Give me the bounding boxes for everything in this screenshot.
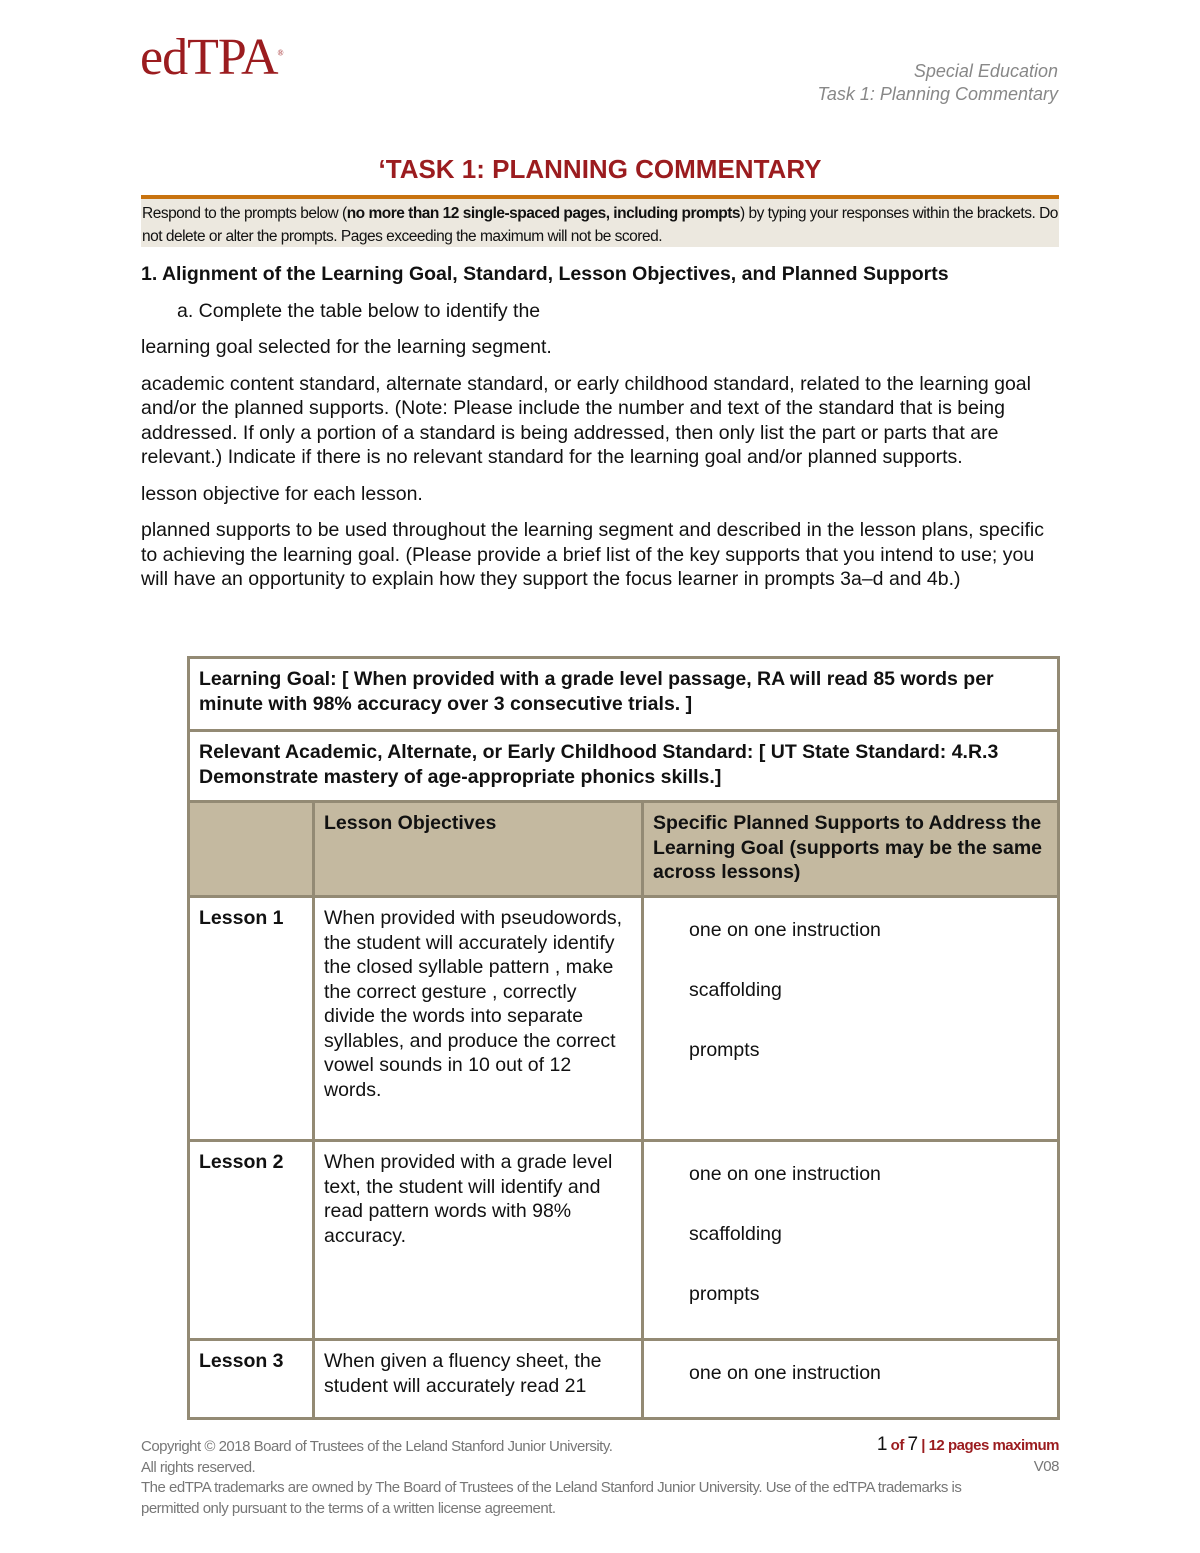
of-label: of xyxy=(886,1437,908,1454)
lesson-objective[interactable]: When given a fluency sheet, the student will accurately read 21 xyxy=(314,1340,643,1419)
rights: All rights reserved. xyxy=(141,1458,256,1476)
table-row xyxy=(189,1141,1059,1340)
support-item: one on one instruction xyxy=(689,1163,881,1185)
col-supports: Specific Planned Supports to Address the Learning Goal (supports may be the same across lessons) xyxy=(643,802,1059,897)
lesson-label: Lesson 3 xyxy=(189,1340,314,1419)
lesson-supports[interactable] xyxy=(643,897,1059,1141)
prompt-a: a. Complete the table below to identify the xyxy=(177,299,541,322)
table-row xyxy=(189,897,1059,1141)
planning-table xyxy=(187,656,1060,1420)
relevant-standard[interactable]: Relevant Academic, Alternate, or Early Childhood Standard: [ UT State Standard: 4.R.3 Demonstrate mastery of age-appropriate phonics skills.] xyxy=(189,731,1059,802)
page-max: | 12 pages maximum xyxy=(917,1437,1059,1454)
lesson-label: Lesson 1 xyxy=(189,897,314,1141)
learning-goal[interactable]: Learning Goal: [ When provided with a grade level passage, RA will read 85 words per minute with 98% accuracy over 3 consecutive trials. ] xyxy=(189,658,1059,731)
prompt-para: learning goal selected for the learning segment. xyxy=(141,336,552,358)
prompt-para: academic content standard, alternate standard, or early childhood standard, related to the learning goal and/or the planned supports. (Note: Please include the number and text of the standard that is being addressed. If only a portion of a standard is being addressed, then only list the part or parts that are relevant.) Indicate if there is no relevant standard for the learning goal and/or planned supports. xyxy=(141,372,1031,468)
logo-text: edTPA xyxy=(140,29,278,86)
page-title: ‘TASK 1: PLANNING COMMENTARY xyxy=(378,154,822,184)
support-item: one on one instruction xyxy=(689,919,881,941)
lesson-supports[interactable] xyxy=(643,1340,1059,1419)
trademark-notice: The edTPA trademarks are owned by The Board of Trustees of the Leland Stanford Junior University. Use of the edTPA trademarks is permitted only pursuant to the terms of a written license agreement. xyxy=(141,1479,962,1517)
prompt-para: planned supports to be used throughout the learning segment and described in the lesson plans, specific to achieving the learning goal. (Please provide a brief list of the key supports that you intend to use; you will have an opportunity to explain how they support the focus learner in prompts 3a–d and 4b.) xyxy=(141,519,1045,590)
support-item: prompts xyxy=(689,1039,760,1061)
notice-text-2: ) by typing your responses within the brackets. Do not delete or alter the prompts. Pages exceeding the maximum will not be scored. xyxy=(142,205,1058,245)
task-name: Task 1: Planning Commentary xyxy=(817,84,1058,104)
lesson-objective[interactable]: When provided with pseudowords, the student will accurately identify the closed syllable pattern , make the correct gesture , correctly divide the words into separate syllables, and produce the correct vowel sounds in 10 out of 12 words. xyxy=(314,897,643,1141)
running-header xyxy=(818,60,1058,106)
version: V08 xyxy=(1033,1458,1059,1475)
instructions-box xyxy=(141,195,1059,247)
support-item: scaffolding xyxy=(689,1223,782,1245)
total-pages: 7 xyxy=(907,1434,918,1455)
table-row xyxy=(189,1340,1059,1419)
blank-header xyxy=(189,802,314,897)
support-item: prompts xyxy=(689,1283,760,1305)
copyright: Copyright © 2018 Board of Trustees of the Leland Stanford Junior University. xyxy=(141,1438,613,1455)
section-heading: 1. Alignment of the Learning Goal, Standard, Lesson Objectives, and Planned Supports xyxy=(141,263,949,285)
notice-text: Respond to the prompts below ( xyxy=(142,205,347,222)
current-page: 1 xyxy=(876,1434,887,1455)
lesson-label: Lesson 2 xyxy=(189,1141,314,1340)
notice-bold: no more than 12 single-spaced pages, including prompts xyxy=(346,205,740,222)
footer xyxy=(141,1434,1059,1519)
lesson-supports[interactable] xyxy=(643,1141,1059,1340)
support-item: one on one instruction xyxy=(689,1362,881,1384)
subject: Special Education xyxy=(913,61,1058,81)
edtpa-logo: edTPA® xyxy=(140,29,283,86)
prompt-section xyxy=(141,262,1061,604)
prompt-para: lesson objective for each lesson. xyxy=(141,482,423,505)
page-number xyxy=(877,1435,1059,1457)
lesson-objective[interactable]: When provided with a grade level text, the student will identify and read pattern words with 98% accuracy. xyxy=(314,1141,643,1340)
support-item: scaffolding xyxy=(689,979,782,1001)
col-objectives: Lesson Objectives xyxy=(314,802,643,897)
